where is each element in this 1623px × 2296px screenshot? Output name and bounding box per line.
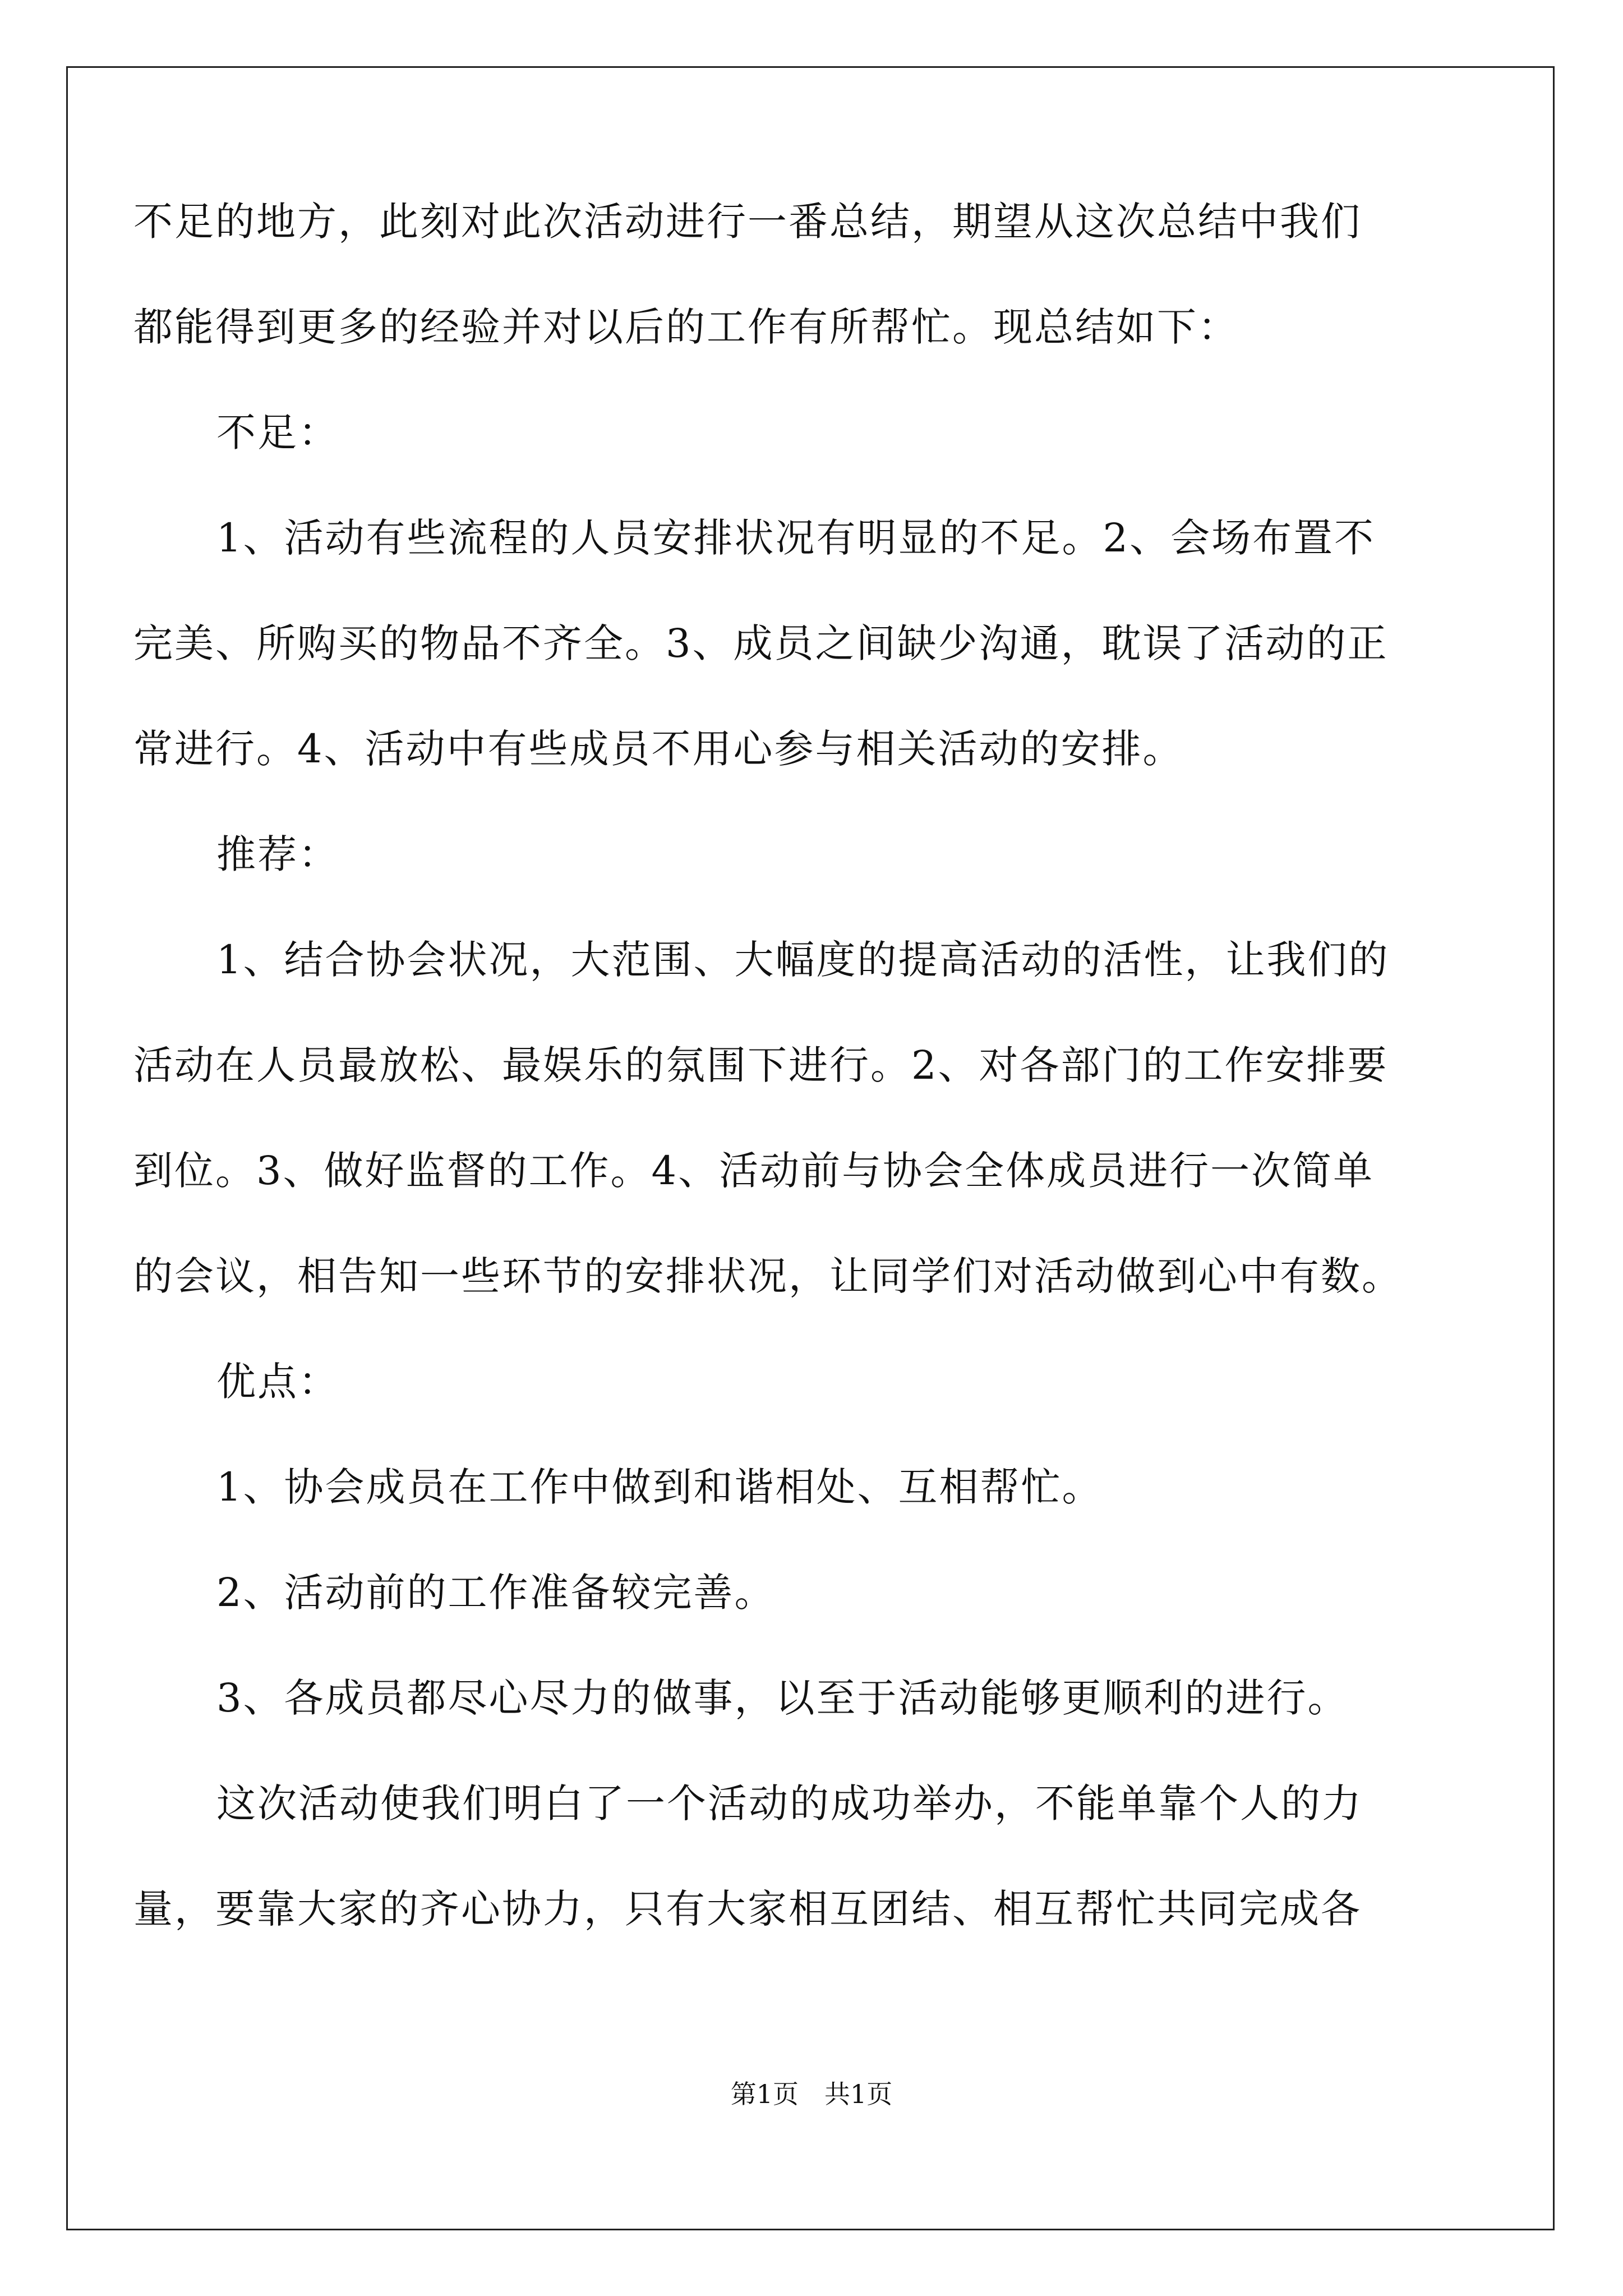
section-heading-recommendations: 推荐： bbox=[216, 831, 339, 877]
body-line: 的会议，相告知一些环节的安排状况，让同学们对活动做到心中有数。 bbox=[133, 1253, 1403, 1299]
body-line: 不足的地方，此刻对此次活动进行一番总结，期望从这次总结中我们 bbox=[133, 199, 1362, 245]
body-line: 3、各成员都尽心尽力的做事，以至于活动能够更顺利的进行。 bbox=[216, 1675, 1349, 1721]
body-line: 2、活动前的工作准备较完善。 bbox=[216, 1570, 776, 1616]
section-heading-shortcomings: 不足： bbox=[216, 409, 339, 455]
body-line: 量，要靠大家的齐心协力，只有大家相互团结、相互帮忙共同完成各 bbox=[133, 1886, 1362, 1932]
body-line: 1、协会成员在工作中做到和谐相处、互相帮忙。 bbox=[216, 1464, 1103, 1510]
body-line: 1、活动有些流程的人员安排状况有明显的不足。2、会场布置不 bbox=[216, 515, 1376, 561]
section-heading-strengths: 优点： bbox=[216, 1359, 339, 1405]
page-number-footer: 第1页 共1页 bbox=[730, 2079, 893, 2109]
body-line: 常进行。4、活动中有些成员不用心参与相关活动的安排。 bbox=[133, 726, 1184, 772]
body-line: 完美、所购买的物品不齐全。3、成员之间缺少沟通，耽误了活动的正 bbox=[133, 620, 1389, 666]
body-line: 都能得到更多的经验并对以后的工作有所帮忙。现总结如下： bbox=[133, 304, 1239, 350]
body-line: 1、结合协会状况，大范围、大幅度的提高活动的活性，让我们的 bbox=[216, 937, 1390, 983]
body-line: 活动在人员最放松、最娱乐的氛围下进行。2、对各部门的工作安排要 bbox=[133, 1042, 1389, 1088]
body-line: 到位。3、做好监督的工作。4、活动前与协会全体成员进行一次简单 bbox=[133, 1148, 1375, 1194]
document-body bbox=[133, 199, 1435, 1992]
body-line: 这次活动使我们明白了一个活动的成功举办，不能单靠个人的力 bbox=[216, 1780, 1363, 1826]
